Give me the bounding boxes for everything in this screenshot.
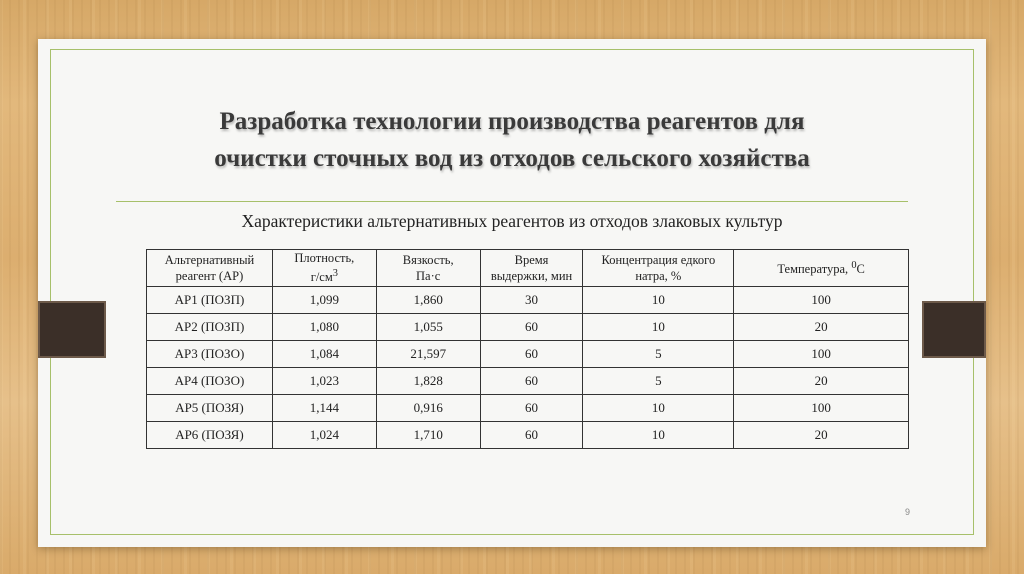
cell-naoh-concentration: 10 — [583, 422, 734, 449]
cell-holding-time: 30 — [480, 287, 583, 314]
table-header-row — [147, 250, 909, 287]
cell-viscosity: 1,055 — [376, 314, 480, 341]
cell-density: 1,144 — [272, 395, 376, 422]
cell-temperature: 20 — [734, 368, 909, 395]
left-binder-tab — [38, 301, 106, 358]
table-row — [147, 368, 909, 395]
cell-naoh-concentration: 10 — [583, 287, 734, 314]
cell-reagent: АР6 (ПОЗЯ) — [147, 422, 273, 449]
title-divider — [116, 201, 908, 202]
cell-temperature: 100 — [734, 395, 909, 422]
cell-density: 1,084 — [272, 341, 376, 368]
cell-holding-time: 60 — [480, 395, 583, 422]
cell-viscosity: 21,597 — [376, 341, 480, 368]
slide — [38, 39, 986, 547]
cell-density: 1,080 — [272, 314, 376, 341]
cell-temperature: 100 — [734, 287, 909, 314]
table-row — [147, 314, 909, 341]
cell-naoh-concentration: 10 — [583, 395, 734, 422]
cell-density: 1,024 — [272, 422, 376, 449]
reagent-table — [146, 249, 909, 449]
cell-density: 1,023 — [272, 368, 376, 395]
slide-title-line-2: очистки сточных вод из отходов сельского хозяйства — [214, 145, 810, 172]
cell-holding-time: 60 — [480, 314, 583, 341]
cell-reagent: АР1 (ПОЗП) — [147, 287, 273, 314]
cell-temperature: 20 — [734, 422, 909, 449]
table-caption: Характеристики альтернативных реагентов из отходов злаковых культур — [241, 211, 783, 231]
cell-holding-time: 60 — [480, 368, 583, 395]
slide-title — [108, 103, 916, 177]
slide-title-line-1: Разработка технологии производства реагентов для — [219, 108, 805, 135]
table-row — [147, 395, 909, 422]
column-header-naoh-concentration: Концентрация едкого натра, % — [583, 250, 734, 287]
table-row — [147, 422, 909, 449]
page-number: 9 — [904, 507, 910, 517]
cell-reagent: АР3 (ПОЗО) — [147, 341, 273, 368]
cell-viscosity: 1,710 — [376, 422, 480, 449]
cell-density: 1,099 — [272, 287, 376, 314]
column-header-density: Плотность, $г/см^3$ — [272, 250, 376, 287]
table-row — [147, 341, 909, 368]
column-header-temperature: Температура, $^0$С — [734, 250, 909, 287]
cell-temperature: 20 — [734, 314, 909, 341]
right-binder-tab — [922, 301, 986, 358]
cell-naoh-concentration: 5 — [583, 368, 734, 395]
cell-holding-time: 60 — [480, 422, 583, 449]
cell-viscosity: 1,828 — [376, 368, 480, 395]
cell-naoh-concentration: 10 — [583, 314, 734, 341]
cell-reagent: АР5 (ПОЗЯ) — [147, 395, 273, 422]
cell-reagent: АР4 (ПОЗО) — [147, 368, 273, 395]
cell-viscosity: 0,916 — [376, 395, 480, 422]
table-row — [147, 287, 909, 314]
cell-holding-time: 60 — [480, 341, 583, 368]
cell-naoh-concentration: 5 — [583, 341, 734, 368]
column-header-reagent: Альтернативный реагент (АР) — [147, 250, 273, 287]
cell-viscosity: 1,860 — [376, 287, 480, 314]
column-header-viscosity: Вязкость, Па·с — [376, 250, 480, 287]
cell-temperature: 100 — [734, 341, 909, 368]
column-header-holding-time: Время выдержки, мин — [480, 250, 583, 287]
cell-reagent: АР2 (ПОЗП) — [147, 314, 273, 341]
table-body — [147, 287, 909, 449]
